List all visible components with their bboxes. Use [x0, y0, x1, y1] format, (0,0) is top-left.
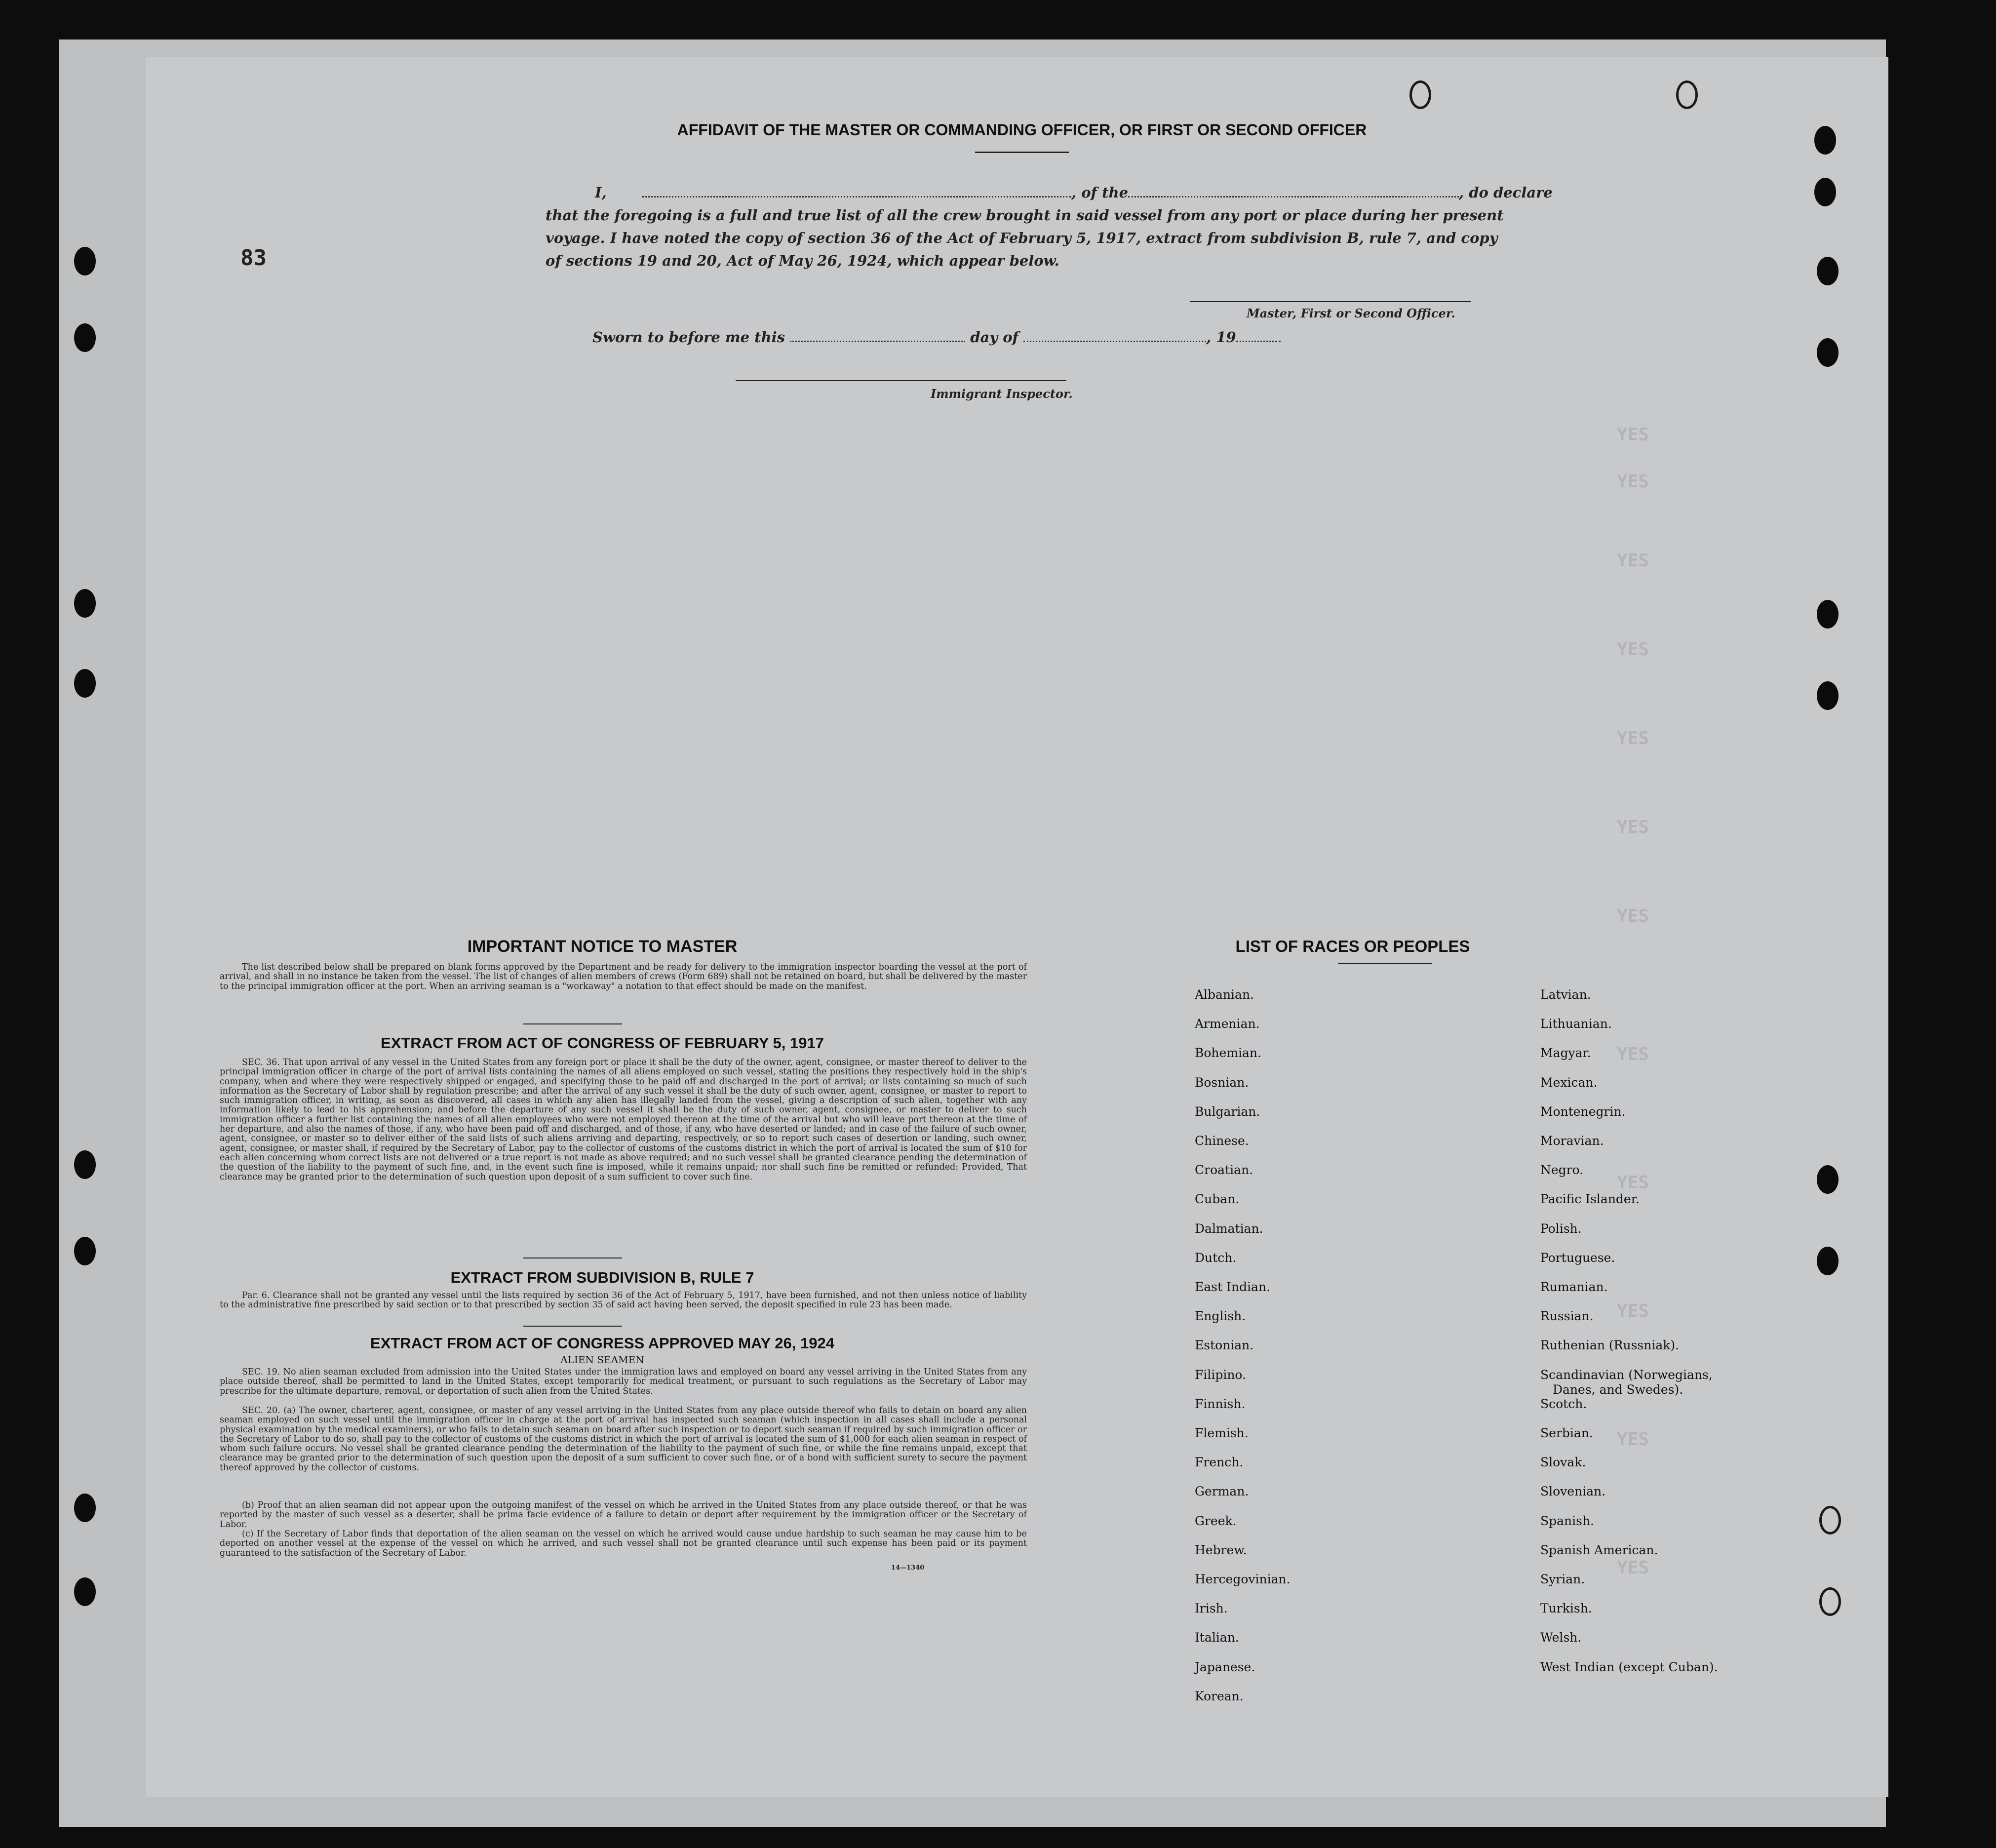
punch-hole [74, 669, 96, 698]
intro-i-label: I, [595, 184, 607, 201]
races-divider [1338, 963, 1432, 964]
race-item: Serbian. [1540, 1426, 1593, 1440]
race-item: Spanish American. [1540, 1542, 1658, 1557]
sworn-day-field[interactable] [790, 328, 965, 342]
race-item: Montenegrin. [1540, 1104, 1626, 1119]
race-item: Filipino. [1195, 1367, 1246, 1382]
race-item: Rumanian. [1540, 1280, 1608, 1294]
race-item: Slovenian. [1540, 1484, 1606, 1499]
race-item: Hercegovinian. [1195, 1572, 1291, 1586]
section-divider [523, 1023, 622, 1024]
bleed-through-text: YES [1617, 1301, 1649, 1321]
race-item: Danes, and Swedes). [1553, 1382, 1683, 1397]
extract-1924-sec20c: (c) If the Secretary of Labor finds that deportation of the alien seaman on the vessel on which he arrived would cause undue hardship to such seaman he may cause him to be deported on another vessel at the expense of the vessel on which he arrived, and such vessel shall not be granted clearance until such expense has been paid or its payment guaranteed to the satisfaction of the Secretary of Labor. [220, 1529, 1027, 1558]
race-item: Turkish. [1540, 1601, 1592, 1616]
race-item: Italian. [1195, 1630, 1239, 1645]
punch-hole [74, 1150, 96, 1179]
manifest-page [146, 57, 1888, 1797]
sworn-month-field[interactable] [1023, 328, 1206, 342]
punch-hole [74, 1494, 96, 1522]
inspector-signature-line[interactable] [736, 380, 1066, 381]
race-item: Albanian. [1195, 987, 1254, 1002]
bleed-through-text: YES [1617, 472, 1649, 492]
bleed-through-text: YES [1617, 1173, 1649, 1193]
bleed-through-text: YES [1617, 817, 1649, 837]
punch-hole [74, 589, 96, 618]
affidavit-line-1 [595, 181, 1656, 204]
punch-hole [1814, 126, 1836, 155]
race-item: Dalmatian. [1195, 1221, 1263, 1236]
punch-hole [1676, 80, 1698, 109]
race-item: Scotch. [1540, 1396, 1587, 1411]
race-item: Chinese. [1195, 1134, 1249, 1148]
bleed-through-text: YES [1617, 906, 1649, 926]
race-item: Japanese. [1195, 1659, 1255, 1674]
punch-hole [1409, 80, 1431, 109]
race-item: Welsh. [1540, 1630, 1582, 1645]
extract-rule7-title: EXTRACT FROM SUBDIVISION B, RULE 7 [450, 1269, 754, 1286]
of-the-label: , of the [1071, 184, 1129, 201]
race-item: Irish. [1195, 1601, 1228, 1616]
race-item: Scandinavian (Norwegians, [1540, 1367, 1713, 1382]
extract-1924-sec20: SEC. 20. (a) The owner, charterer, agent, consignee, or master of any vessel arriving in the United States from any place outside thereof who fails to detain on board any alien seaman employed on such vessel until the immigration officer in charge at the port of arrival has inspected such seaman (which inspection in all cases shall include a personal physical examination by the medical examiners), or who fails to detain such seaman on board after such inspection or to deport such seaman if required by such immigration officer or the Secretary of Labor to do so, shall pay to the collector of customs of the customs district in which the port of arrival is located the sum of $1,000 for each alien seaman in respect of whom such failure occurs. No vessel shall be granted clearance pending the determination of the liability to the payment of such fine, or while the fine remains unpaid, except that clearance may be granted prior to the determination of such question upon the deposit of a sum sufficient to cover such fine, or of a bond with sufficient surety to secure the payment thereof approved by the collector of customs. [220, 1406, 1027, 1473]
punch-hole [74, 1237, 96, 1265]
race-item: Hebrew. [1195, 1542, 1247, 1557]
sworn-line [592, 326, 1382, 349]
race-item: Russian. [1540, 1309, 1594, 1324]
punch-hole [1819, 1587, 1841, 1616]
race-item: Portuguese. [1540, 1250, 1615, 1265]
bleed-through-text: YES [1617, 1558, 1649, 1578]
punch-hole [1814, 178, 1836, 206]
punch-hole [74, 323, 96, 352]
punch-hole [1817, 600, 1839, 629]
race-item: Greek. [1195, 1513, 1237, 1528]
race-item: Estonian. [1195, 1338, 1254, 1353]
section-divider [523, 1326, 622, 1327]
race-item: Negro. [1540, 1163, 1584, 1178]
race-item: Mexican. [1540, 1075, 1598, 1090]
race-item: Bulgarian. [1195, 1104, 1260, 1119]
race-item: East Indian. [1195, 1280, 1270, 1294]
affidavit-line-4: of sections 19 and 20, Act of May 26, 1924, which appear below. [546, 252, 1059, 269]
bleed-through-text: YES [1617, 425, 1649, 445]
race-item: Korean. [1195, 1689, 1244, 1703]
race-item: Slovak. [1540, 1455, 1586, 1470]
punch-hole [1819, 1506, 1841, 1534]
sworn-label: Sworn to before me this [592, 329, 785, 346]
race-item: Latvian. [1540, 987, 1591, 1002]
master-signature-caption: Master, First or Second Officer. [1247, 306, 1455, 320]
race-item: French. [1195, 1455, 1244, 1470]
extract-1924-sec20b: (b) Proof that an alien seaman did not appear upon the outgoing manifest of the vessel on which he arrived in the United States from any place outside thereof, or that he was reported by the master of such vessel as a deserter, shall be prima facie evidence of a failure to detain or deport after requirement by the immigration officer or the Secretary of Labor. [220, 1500, 1027, 1530]
bleed-through-text: YES [1617, 728, 1649, 748]
race-item: English. [1195, 1309, 1246, 1324]
punch-hole [1817, 338, 1839, 367]
punch-hole [1817, 1247, 1839, 1275]
race-item: West Indian (except Cuban). [1540, 1659, 1718, 1674]
race-item: Finnish. [1195, 1396, 1246, 1411]
race-item: Cuban. [1195, 1192, 1240, 1207]
race-item: Syrian. [1540, 1572, 1585, 1586]
notice-body: The list described below shall be prepared on blank forms approved by the Department and be ready for delivery to the immigration inspector boarding the vessel at the port of arrival, and shall in no instance be taken from the vessel. The list of changes of alien members of crews (Form 689) shall not be retained on board, but shall be delivered by the master to the principal immigration officer at the port. When an arriving seaman is a "workaway" a notation to that effect should be made on the manifest. [220, 962, 1027, 991]
extract-rule7-body: Par. 6. Clearance shall not be granted any vessel until the lists required by section 36 of the Act of February 5, 1917, have been furnished, and not then unless notice of liability to the administrative fine prescribed by said section or to that prescribed by section 35 of said act having been served, the deposit specified in rule 23 has been made. [220, 1291, 1027, 1310]
extract-1917-title: EXTRACT FROM ACT OF CONGRESS OF FEBRUARY 5, 1917 [381, 1034, 824, 1052]
punch-hole [1817, 257, 1839, 285]
title-divider [975, 152, 1069, 153]
bleed-through-text: YES [1617, 1429, 1649, 1450]
extract-1924-sec19: SEC. 19. No alien seaman excluded from admission into the United States under the immigration laws and employed on board any vessel arriving in the United States from any place outside thereof, shall be permitted to land in the United States, except temporarily for medical treatment, or pursuant to such regulations as the Secretary of Labor may prescribe for the ultimate departure, removal, or deportation of such alien from the United States. [220, 1367, 1027, 1396]
races-title: LIST OF RACES OR PEOPLES [1235, 937, 1470, 955]
extract-1917-body: SEC. 36. That upon arrival of any vessel in the United States from any foreign port or place it shall be the duty of the owner, agent, consignee, or master thereof to deliver to the principal immigration officer in charge of the port of arrival lists containing the names of all aliens employed on such vessel, stating the positions they respectively hold in the ship's company, when and where they were respectively shipped or engaged, and specifying those to be paid off and discharged in the port of arrival; or lists containing so much of such information as the Secretary of Labor shall by regulation prescribe; and after the arrival of any such vessel it shall be the duty of such owner, agent, consignee, or master to report to such immigration officer, in writing, as soon as discovered, all cases in which any alien has illegally landed from the vessel, giving a description of such alien, together with any information likely to lead to his apprehension; and before the departure of any such vessel it shall be the duty of such owner, agent, consignee, or master to deliver to such immigration officer a further list containing the names of all alien employees who were not employed thereon at the time of the arrival but who will leave port thereon at the time of her departure, and also the names of those, if any, who have been paid off and discharged, and of those, if any, who have deserted or landed; and in case of the failure of such owner, agent, consignee, or master so to deliver either of the said lists of such aliens arriving and departing, respectively, or so to report such cases of desertion or landing, such owner, agent, consignee, or master shall, if required by the Secretary of Labor, pay to the collector of customs of the customs district in which the port of arrival is located the sum of $10 for each alien concerning whom correct lists are not delivered or a true report is not made as above required; and no such vessel shall be granted clearance pending the determination of the question of the liability to the payment of such fine, and, in the event such fine is imposed, while it remains unpaid; nor shall such fine be remitted or refunded: Provided, That clearance may be granted prior to the determination of such question upon deposit of a sum sufficient to cover such fine. [220, 1058, 1027, 1182]
race-item: Polish. [1540, 1221, 1582, 1236]
bleed-through-text: YES [1617, 1044, 1649, 1064]
race-item: Spanish. [1540, 1513, 1595, 1528]
race-item: Lithuanian. [1540, 1017, 1612, 1031]
year-prefix-label: , 19 [1206, 329, 1236, 346]
sworn-year-field[interactable] [1236, 328, 1281, 342]
race-item: Bosnian. [1195, 1075, 1249, 1090]
inspector-caption: Immigrant Inspector. [931, 387, 1073, 401]
race-item: German. [1195, 1484, 1249, 1499]
race-item: Pacific Islander. [1540, 1192, 1640, 1207]
extract-1924-title: EXTRACT FROM ACT OF CONGRESS APPROVED MAY 26, 1924 [370, 1335, 834, 1352]
margin-number: 83 [240, 245, 267, 271]
extract-1924-subtitle: ALIEN SEAMEN [560, 1354, 644, 1366]
punch-hole [74, 247, 96, 275]
affidavit-line-2: that the foregoing is a full and true list of all the crew brought in said vessel from any port or place during her present [546, 207, 1504, 224]
bleed-through-text: YES [1617, 639, 1649, 660]
punch-hole [74, 1577, 96, 1606]
form-number: 14—1340 [891, 1564, 925, 1572]
race-item: Dutch. [1195, 1250, 1237, 1265]
do-declare-label: , do declare [1459, 184, 1553, 201]
race-item: Bohemian. [1195, 1046, 1261, 1061]
race-item: Moravian. [1540, 1134, 1604, 1148]
vessel-field[interactable] [1128, 183, 1459, 197]
affidavit-line-3: voyage. I have noted the copy of section 36 of the Act of February 5, 1917, extract from subdivision B, rule 7, and copy [546, 230, 1498, 246]
race-item: Croatian. [1195, 1163, 1253, 1178]
punch-hole [1817, 681, 1839, 710]
race-item: Ruthenian (Russniak). [1540, 1338, 1680, 1353]
notice-title: IMPORTANT NOTICE TO MASTER [467, 937, 738, 956]
day-of-label: day of [970, 329, 1019, 346]
race-item: Armenian. [1195, 1017, 1260, 1031]
bleed-through-text: YES [1617, 550, 1649, 571]
affidavit-title: AFFIDAVIT OF THE MASTER OR COMMANDING OFFICER, OR FIRST OR SECOND OFFICER [677, 121, 1367, 139]
race-item: Magyar. [1540, 1046, 1591, 1061]
race-item: Flemish. [1195, 1426, 1249, 1440]
name-field[interactable] [642, 183, 1071, 197]
punch-hole [1817, 1165, 1839, 1194]
